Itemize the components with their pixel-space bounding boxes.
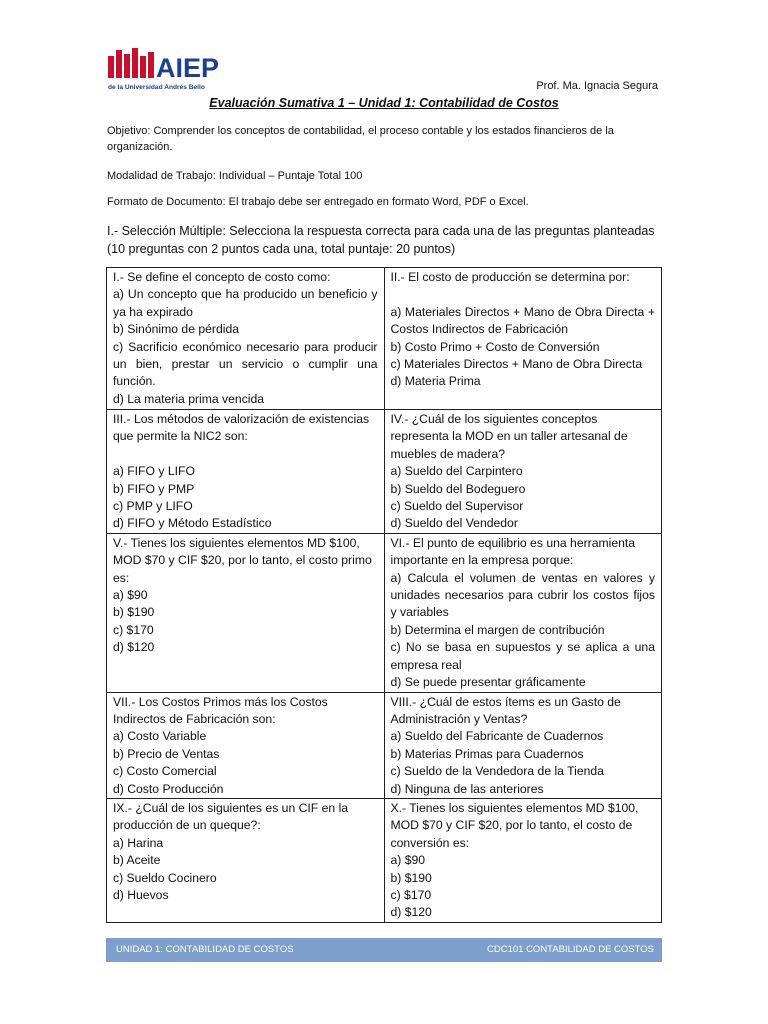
option-a: a) Un concepto que ha producido un beneficio y ya ha expirado	[113, 287, 378, 319]
option-c: c) Sacrificio económico necesario para producir un bien, prestar un servicio o cumplir una función.	[113, 339, 378, 389]
option-d: d) Sueldo del Vendedor	[390, 516, 518, 531]
option-b: b) Sinónimo de pérdida	[113, 322, 240, 337]
footer-bar	[106, 938, 662, 962]
option-c: c) Materiales Directos + Mano de Obra Directa	[390, 357, 643, 372]
questions-table	[106, 267, 662, 923]
question-text: VI.- El punto de equilibrio es una herramienta importante en la empresa porque:	[390, 535, 636, 568]
logo-text: AIEP	[156, 53, 220, 83]
objective-text: Objetivo: Comprender los conceptos de contabilidad, el proceso contable y los estados financieros de la organización.	[107, 125, 614, 153]
option-d: d) Ninguna de las anteriores	[390, 781, 544, 796]
question-text: I.- Se define el concepto de costo como:	[113, 270, 331, 284]
option-b: b) Determina el margen de contribución	[390, 622, 605, 637]
option-d: d) $120	[390, 905, 432, 920]
option-a: a) Calcula el volumen de ventas en valores y unidades necesarios para cubrir los costos fijos y variables	[390, 570, 655, 620]
option-a: a) $90	[390, 853, 426, 868]
option-a: a) FIFO y LIFO	[113, 464, 195, 479]
question-cell-9	[107, 798, 385, 922]
logo-subtext: de la Universidad Andrés Bello	[108, 84, 205, 91]
option-b: b) Aceite	[113, 853, 161, 868]
section-heading	[107, 222, 662, 258]
question-cell-5	[107, 533, 385, 692]
option-b: b) Materias Primas para Cuadernos	[390, 746, 584, 761]
aiep-logo-graphic	[106, 44, 226, 94]
option-c: c) Sueldo del Supervisor	[390, 499, 524, 514]
option-a: a) Costo Variable	[113, 729, 207, 744]
option-a: a) Sueldo del Carpintero	[390, 464, 523, 479]
question-cell-1	[107, 268, 385, 410]
option-b: b) $190	[113, 605, 155, 620]
option-d: d) La materia prima vencida	[113, 391, 265, 406]
option-b: b) Costo Primo + Costo de Conversión	[390, 339, 600, 354]
question-text: VIII.- ¿Cuál de estos ítems es un Gasto de Administración y Ventas?	[390, 694, 621, 726]
table-row	[107, 410, 662, 534]
option-d: d) Se puede presentar gráficamente	[390, 675, 586, 690]
option-c: c) Costo Comercial	[113, 764, 217, 779]
option-d: d) Materia Prima	[390, 374, 481, 389]
document-title: Evaluación Sumativa 1 – Unidad 1: Contabilidad de Costos	[209, 96, 559, 110]
question-cell-6	[384, 533, 662, 692]
section-heading-line2: (10 preguntas con 2 puntos cada una, total puntaje: 20 puntos)	[107, 242, 456, 256]
option-d: d) Costo Producción	[113, 781, 224, 796]
option-a: a) Sueldo del Fabricante de Cuadernos	[390, 729, 604, 744]
option-d: d) $120	[113, 640, 155, 655]
option-b: b) Precio de Ventas	[113, 746, 220, 761]
question-cell-10	[384, 798, 662, 922]
professor-name: Prof. Ma. Ignacia Segura	[536, 80, 658, 92]
option-c: c) PMP y LIFO	[113, 499, 193, 514]
question-text: IX.- ¿Cuál de los siguientes es un CIF en la producción de un queque?:	[113, 800, 349, 833]
footer-course-label: CDC101 CONTABILIDAD DE COSTOS	[487, 944, 654, 955]
option-a: a) Harina	[113, 835, 164, 850]
table-row	[107, 533, 662, 692]
section-heading-line1: I.- Selección Múltiple: Selecciona la respuesta correcta para cada una de las preguntas planteadas	[107, 224, 655, 238]
option-b: b) FIFO y PMP	[113, 481, 195, 496]
question-text: II.- El costo de producción se determina por:	[390, 270, 630, 284]
spacer	[391, 286, 656, 303]
spacer	[113, 446, 378, 463]
question-cell-2	[384, 268, 662, 410]
modality-text: Modalidad de Trabajo: Individual – Puntaje Total 100	[107, 170, 363, 182]
option-a: a) Materiales Directos + Mano de Obra Directa + Costos Indirectos de Fabricación	[390, 304, 655, 337]
option-b: b) Sueldo del Bodeguero	[390, 481, 526, 496]
question-text: IV.- ¿Cuál de los siguientes conceptos representa la MOD en un taller artesanal de muebles de madera?	[390, 412, 628, 461]
question-text: III.- Los métodos de valorización de existencias que permite la NIC2 son:	[113, 412, 370, 444]
option-c: c) Sueldo de la Vendedora de la Tienda	[390, 764, 604, 779]
option-c: c) Sueldo Cocinero	[113, 870, 217, 885]
option-c: c) $170	[113, 622, 154, 637]
question-text: V.- Tienes los siguientes elementos MD $100, MOD $70 y CIF $20, por lo tanto, el costo primo es:	[113, 535, 372, 585]
option-b: b) $190	[390, 870, 432, 885]
option-a: a) $90	[113, 588, 148, 603]
option-c: c) $170	[390, 887, 432, 902]
option-d: d) FIFO y Método Estadístico	[113, 516, 272, 531]
question-cell-3	[107, 410, 385, 534]
aiep-logo	[106, 44, 226, 94]
question-cell-4	[384, 410, 662, 534]
table-row	[107, 798, 662, 922]
question-text: X.- Tienes los siguientes elementos MD $100, MOD $70 y CIF $20, por lo tanto, el costo de conversión es:	[390, 800, 639, 850]
table-row	[107, 692, 662, 798]
question-cell-8	[384, 692, 662, 798]
footer-unit-label: UNIDAD 1: CONTABILIDAD DE COSTOS	[116, 944, 294, 955]
question-cell-7	[107, 692, 385, 798]
question-text: VII.- Los Costos Primos más los Costos Indirectos de Fabricación son:	[113, 694, 328, 726]
table-row	[107, 268, 662, 410]
format-text: Formato de Documento: El trabajo debe ser entregado en formato Word, PDF o Excel.	[107, 196, 529, 208]
option-d: d) Huevos	[113, 887, 169, 902]
option-c: c) No se basa en supuestos y se aplica a una empresa real	[390, 640, 655, 672]
